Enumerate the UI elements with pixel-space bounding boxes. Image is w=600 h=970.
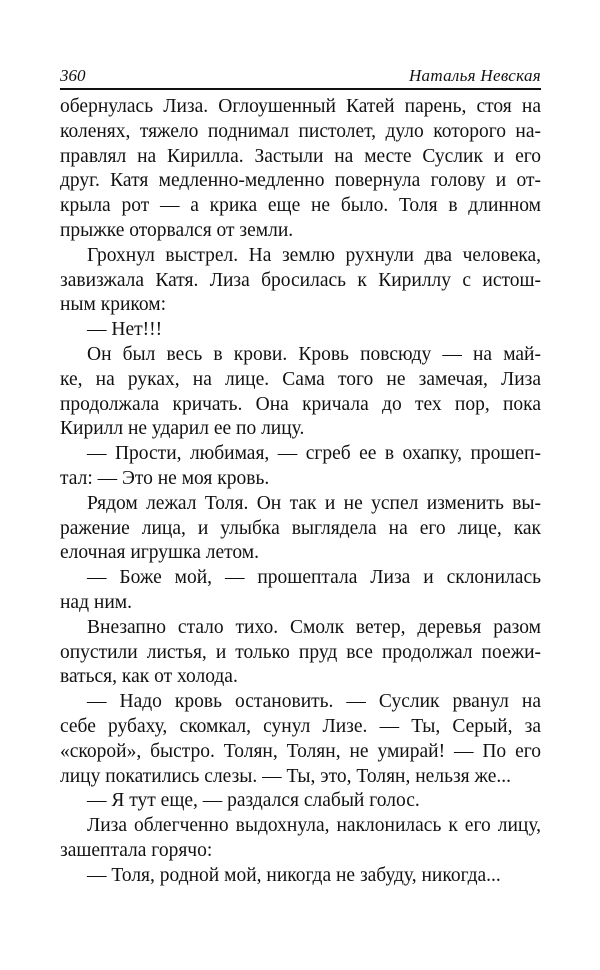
text-line: — Нет!!! xyxy=(87,319,163,341)
text-line: коленях, тяжело поднимал пистолет, дуло которого на- xyxy=(60,120,541,142)
text-line: — Надо кровь остановить. — Суслик рванул на xyxy=(87,691,541,713)
text-line: себе рубаху, скомкал, сунул Лизе. — Ты, Серый, за xyxy=(60,715,541,737)
text-line: завизжала Катя. Лиза бросилась к Кириллу с истош- xyxy=(60,269,541,291)
text-line: ным криком: xyxy=(60,294,167,316)
text-line: опустили листья, и только пруд все продолжал поежи- xyxy=(60,641,541,663)
body-text xyxy=(60,95,541,889)
text-line: Кирилл не ударил ее по лицу. xyxy=(60,418,305,440)
text-line: ваться, как от холода. xyxy=(60,666,238,688)
text-line: — Прости, любимая, — сгреб ее в охапку, прошеп- xyxy=(87,443,541,465)
text-line: продолжала кричать. Она кричала до тех пор, пока xyxy=(60,393,541,415)
text-line: тал: — Это не моя кровь. xyxy=(60,467,270,489)
text-line: прыжке оторвался от земли. xyxy=(60,219,294,241)
header-rule xyxy=(60,88,541,90)
running-head xyxy=(60,66,541,88)
text-line: «скорой», быстро. Толян, Толян, не умирай! — По его xyxy=(60,740,541,762)
text-line: Внезапно стало тихо. Смолк ветер, деревья разом xyxy=(87,616,541,638)
text-line: — Толя, родной мой, никогда не забуду, никогда... xyxy=(87,864,501,886)
text-line: — Боже мой, — прошептала Лиза и склонилась xyxy=(87,567,541,589)
text-line: ражение лица, и улыбка выглядела на его лице, как xyxy=(60,517,541,539)
page-number: 360 xyxy=(60,66,86,85)
text-line: правлял на Кирилла. Застыли на месте Суслик и его xyxy=(60,145,541,167)
text-line: елочная игрушка летом. xyxy=(60,542,260,564)
text-line: лицу покатились слезы. — Ты, это, Толян, нельзя же... xyxy=(60,765,512,787)
text-line: Рядом лежал Толя. Он так и не успел изменить вы- xyxy=(87,492,541,514)
text-line: — Я тут еще, — раздался слабый голос. xyxy=(87,790,420,812)
text-line: над ним. xyxy=(60,591,132,613)
text-line: ке, на руках, на лице. Сама того не замечая, Лиза xyxy=(60,368,541,390)
text-line: крыла рот — а крика еще не было. Толя в длинном xyxy=(60,195,541,217)
text-line: друг. Катя медленно-медленно повернула голову и от- xyxy=(60,170,541,192)
text-line: Лиза облегченно выдохнула, наклонилась к его лицу, xyxy=(87,815,541,837)
text-line: зашептала горячо: xyxy=(60,839,213,861)
author-name: Наталья Невская xyxy=(408,66,541,85)
text-line: Он был весь в крови. Кровь повсюду — на май- xyxy=(87,343,541,365)
text-line: Грохнул выстрел. На землю рухнули два человека, xyxy=(87,244,541,266)
text-line: обернулась Лиза. Оглоушенный Катей парень, стоя на xyxy=(60,96,541,117)
